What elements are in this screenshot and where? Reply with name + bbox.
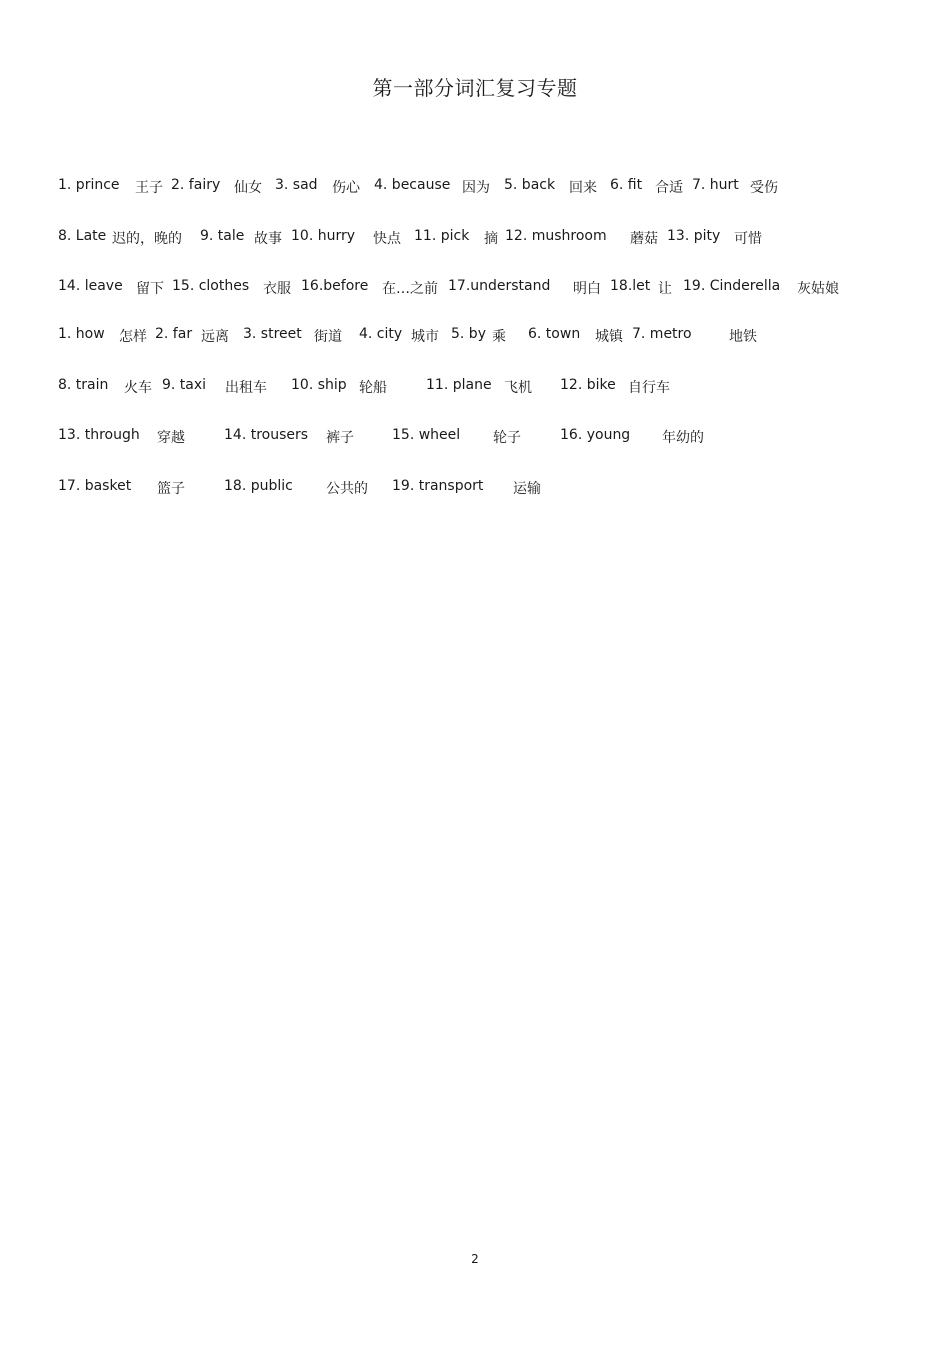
vocab-word: 3. sad [275, 177, 318, 193]
vocab-word: 19. Cinderella [683, 278, 781, 294]
vocab-word: 18. public [224, 478, 293, 494]
vocab-word: 11. plane [426, 377, 492, 393]
vocab-meaning: 自行车 [628, 380, 670, 396]
vocab-meaning: 伤心 [332, 180, 360, 196]
vocab-meaning: 地铁 [729, 329, 757, 345]
vocab-word: 5. back [504, 177, 556, 193]
vocab-word: 12. mushroom [505, 228, 607, 244]
vocab-meaning: 衣服 [263, 281, 291, 297]
vocab-meaning: 街道 [314, 329, 342, 345]
vocab-word: 11. pick [414, 228, 470, 244]
vocab-word: 16. young [560, 427, 631, 443]
vocab-word: 8. Late [58, 228, 107, 244]
vocab-meaning: 远离 [201, 329, 229, 345]
vocab-meaning: 出租车 [225, 380, 267, 396]
vocab-meaning: 可惜 [734, 231, 762, 247]
vocab-meaning: 乘 [492, 329, 506, 345]
vocab-meaning: 快点 [373, 231, 401, 247]
vocab-meaning: 让 [658, 281, 672, 297]
vocab-word: 17.understand [448, 278, 551, 294]
vocab-meaning: 穿越 [157, 430, 185, 446]
vocab-meaning: 轮船 [359, 380, 387, 396]
vocab-word: 9. tale [200, 228, 245, 244]
vocab-word: 17. basket [58, 478, 132, 494]
vocab-word: 13. through [58, 427, 140, 443]
vocab-word: 7. hurt [692, 177, 739, 193]
vocab-meaning: 轮子 [493, 430, 521, 446]
vocab-meaning: 年幼的 [662, 430, 704, 446]
vocab-word: 8. train [58, 377, 109, 393]
vocab-word: 5. by [451, 326, 486, 342]
vocab-word: 18.let [610, 278, 651, 294]
vocab-word: 10. ship [291, 377, 347, 393]
vocab-meaning: 城镇 [595, 329, 623, 345]
vocab-word: 7. metro [632, 326, 692, 342]
vocab-word: 12. bike [560, 377, 616, 393]
vocab-meaning: 因为 [462, 180, 490, 196]
page-number: 2 [471, 1252, 479, 1266]
vocab-word: 16.before [301, 278, 369, 294]
vocab-word: 10. hurry [291, 228, 356, 244]
vocab-meaning: 蘑菇 [630, 231, 658, 247]
vocab-word: 6. fit [610, 177, 643, 193]
vocab-meaning: 仙女 [234, 180, 262, 196]
vocab-meaning: 明白 [573, 281, 601, 297]
vocab-word: 1. how [58, 326, 105, 342]
vocab-meaning: 王子 [135, 180, 163, 196]
vocab-meaning: 篮子 [157, 481, 185, 497]
vocab-word: 3. street [243, 326, 302, 342]
vocab-word: 13. pity [667, 228, 721, 244]
vocab-meaning: 留下 [136, 281, 164, 297]
vocab-word: 4. because [374, 177, 451, 193]
vocab-meaning: 在…之前 [382, 281, 438, 297]
page-title: 第一部分词汇复习专题 [372, 76, 578, 100]
vocab-word: 15. clothes [172, 278, 250, 294]
vocab-meaning: 公共的 [326, 481, 368, 497]
vocab-meaning: 摘 [484, 231, 498, 247]
vocab-meaning: 灰姑娘 [797, 281, 839, 297]
vocab-word: 9. taxi [162, 377, 207, 393]
vocab-word: 1. prince [58, 177, 120, 193]
vocab-meaning: 火车 [124, 380, 152, 396]
vocab-word: 14. trousers [224, 427, 309, 443]
vocab-meaning: 迟的，晚的 [112, 231, 182, 247]
vocab-meaning: 运输 [513, 481, 541, 497]
vocab-meaning: 合适 [655, 180, 683, 196]
vocab-meaning: 城市 [411, 329, 439, 345]
vocab-word: 19. transport [392, 478, 484, 494]
vocab-meaning: 怎样 [119, 329, 147, 345]
vocab-word: 4. city [359, 326, 403, 342]
vocab-meaning: 飞机 [504, 380, 532, 396]
vocab-meaning: 裤子 [326, 430, 354, 446]
vocab-word: 15. wheel [392, 427, 461, 443]
vocab-word: 6. town [528, 326, 581, 342]
vocab-word: 2. fairy [171, 177, 221, 193]
vocab-meaning: 故事 [254, 231, 282, 247]
vocab-word: 14. leave [58, 278, 123, 294]
vocab-meaning: 受伤 [750, 180, 778, 196]
vocab-word: 2. far [155, 326, 193, 342]
vocab-meaning: 回来 [569, 180, 597, 196]
